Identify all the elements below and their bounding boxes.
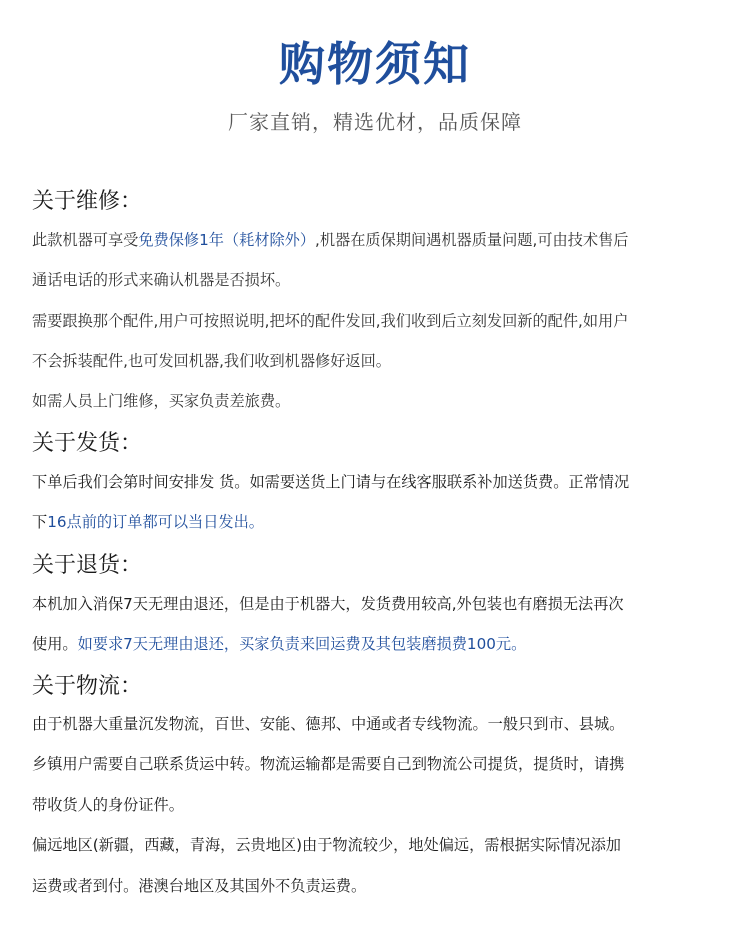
repair-paragraph-1-line-1 xyxy=(32,228,628,252)
repair-text: 此款机器可享受 xyxy=(32,231,139,249)
shipping-line-2 xyxy=(32,510,264,534)
returns-line-1: 本机加入消保7天无理由退还，但是由于机器大，发货费用较高,外包装也有磨损无法再次 xyxy=(32,595,624,613)
section-heading-shipping: 关于发货： xyxy=(32,431,143,456)
shipping-text: 下 xyxy=(32,513,48,531)
repair-paragraph-1-line-2: 通话电话的形式来确认机器是否损坏。 xyxy=(32,271,291,289)
shipping-line-1: 下单后我们会第时间安排发 货。如需要送货上门请与在线客服联系补加送货费。正常情况 xyxy=(32,473,630,491)
logistics-paragraph-2-line-2: 运费或者到付。港澳台地区及其国外不负责运费。 xyxy=(32,877,367,895)
logistics-paragraph-2-line-1: 偏远地区(新疆，西藏，青海，云贵地区)由于物流较少，地处偏远，需根据实际情况添加 xyxy=(32,836,621,854)
repair-paragraph-2-line-1: 需要跟换那个配件,用户可按照说明,把坏的配件发回,我们收到后立刻发回新的配件,如用户 xyxy=(32,312,629,330)
returns-text: 使用。 xyxy=(32,635,78,653)
section-heading-returns: 关于退货： xyxy=(32,553,143,578)
repair-paragraph-2-line-2: 不会拆装配件,也可发回机器,我们收到机器修好返回。 xyxy=(32,352,391,370)
repair-text: ,机器在质保期间遇机器质量问题,可由技术售后 xyxy=(315,231,629,249)
section-heading-repair: 关于维修： xyxy=(32,189,143,214)
same-day-highlight: 16点前的订单都可以当日发出。 xyxy=(47,513,264,531)
logistics-paragraph-1-line-2: 乡镇用户需要自己联系货运中转。物流运输都是需要自己到物流公司提货，提货时，请携 xyxy=(32,755,625,773)
returns-line-2 xyxy=(32,632,526,656)
return-fee-highlight: 如要求7天无理由退还，买家负责来回运费及其包装磨损费100元。 xyxy=(77,635,527,653)
free-warranty-highlight: 免费保修1年（耗材除外） xyxy=(138,231,316,249)
page-title: 购物须知 xyxy=(279,37,471,91)
page-subtitle: 厂家直销，精选优材，品质保障 xyxy=(228,110,522,134)
section-heading-logistics: 关于物流： xyxy=(32,674,143,699)
repair-paragraph-3: 如需人员上门维修，买家负责差旅费。 xyxy=(32,392,291,410)
logistics-paragraph-1-line-3: 带收货人的身份证件。 xyxy=(32,796,184,814)
logistics-paragraph-1-line-1: 由于机器大重量沉发物流，百世、安能、德邦、中通或者专线物流。一般只到市、县城。 xyxy=(32,715,625,733)
